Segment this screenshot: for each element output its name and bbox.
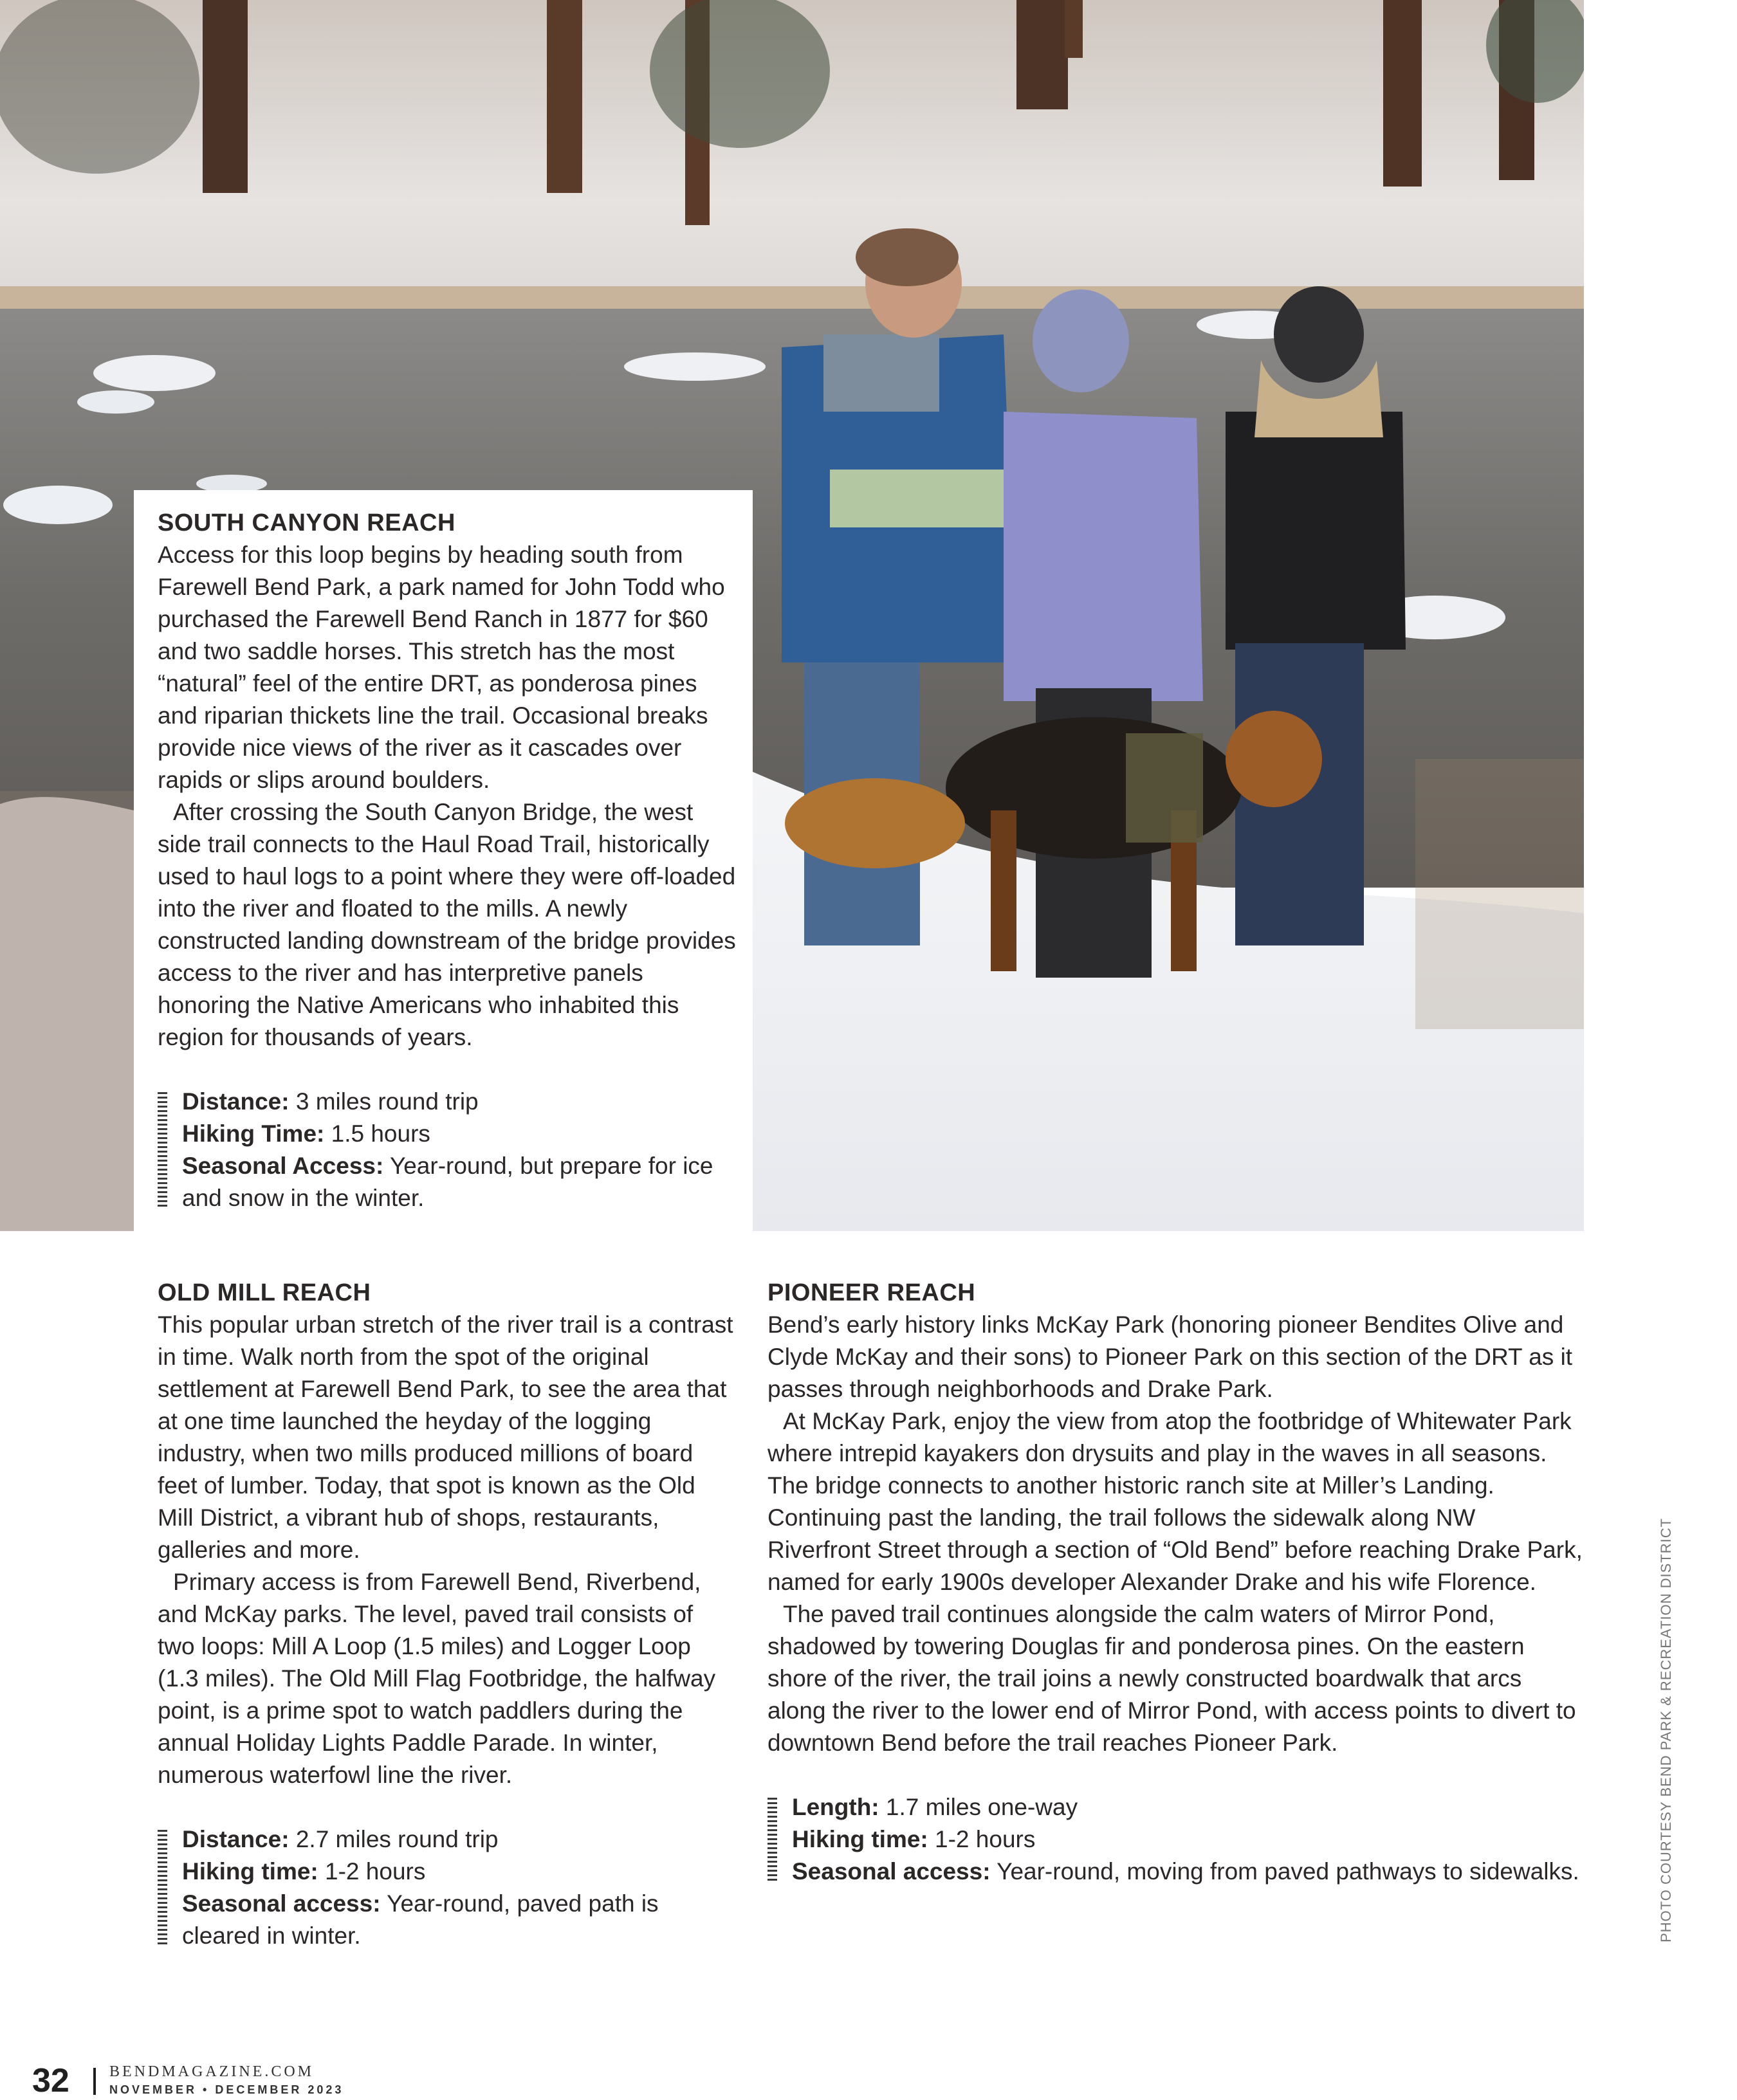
section-heading: SOUTH CANYON REACH xyxy=(158,509,455,536)
magazine-issue: NOVEMBER • DECEMBER 2023 xyxy=(109,2083,344,2096)
paragraph: Primary access is from Farewell Bend, Riverbend, and McKay parks. The level, paved trail consists of two loops: Mill A Loop (1.5 miles) and Logger Loop (1.3 miles). The Old Mill Flag Footbridge, the halfway point, is a prime spot to watch paddlers during the annual Holiday Lights Paddle Parade. In winter, numerous waterfowl line the river. xyxy=(158,1569,716,1788)
trail-facts xyxy=(158,1823,737,1952)
fact-hiking-time: Hiking Time: 1.5 hours xyxy=(182,1120,430,1147)
fact-hiking-time: Hiking time: 1-2 hours xyxy=(792,1826,1036,1852)
magazine-site: BENDMAGAZINE.COM xyxy=(109,2063,314,2080)
paragraph: At McKay Park, enjoy the view from atop the footbridge of Whitewater Park where intrepid kayakers don drysuits and play in the waves in all seasons. The bridge connects to another historic ranch site at Miller’s Landing. Continuing past the landing, the trail follows the sidewalk along NW Riverfront Street through a section of “Old Bend” before reaching Drake Park, named for early 1900s developer Alexander Drake and his wife Florence. xyxy=(767,1408,1583,1595)
fact-hiking-time: Hiking time: 1-2 hours xyxy=(182,1858,426,1885)
page-number: 32 xyxy=(32,2062,69,2099)
old-mill-section xyxy=(158,1277,737,1952)
paragraph: Bend’s early history links McKay Park (honoring pioneer Bendites Olive and Clyde McKay and their sons) to Pioneer Park on this section of the DRT as it passes through neighborhoods and Drake Park. xyxy=(767,1311,1573,1402)
south-canyon-section xyxy=(158,507,740,1214)
fact-distance: Distance: 2.7 miles round trip xyxy=(182,1826,499,1852)
paragraph: Access for this loop begins by heading south from Farewell Bend Park, a park named for John Todd who purchased the Farewell Bend Ranch in 1877 for $60 and two saddle horses. This stretch has the most “natural” feel of the entire DRT, as ponderosa pines and riparian thickets line the trail. Occasional breaks provide nice views of the river as it cascades over rapids or slips around boulders. xyxy=(158,542,725,793)
section-heading: PIONEER REACH xyxy=(767,1279,976,1306)
fact-seasonal-access: Seasonal Access: Year-round, but prepare for ice and snow in the winter. xyxy=(182,1153,713,1211)
paragraph: After crossing the South Canyon Bridge, the west side trail connects to the Haul Road Trail, historically used to haul logs to a point where they were off-loaded into the river and floated to the mills. A newly constructed landing downstream of the bridge provides access to the river and has interpretive panels honoring the Native Americans who inhabited this region for thousands of years. xyxy=(158,799,736,1050)
photo-credit: PHOTO COURTESY BEND PARK & RECREATION DISTRICT xyxy=(1658,1517,1674,1942)
paragraph: The paved trail continues alongside the calm waters of Mirror Pond, shadowed by towering Douglas fir and ponderosa pines. On the eastern shore of the river, the trail joins a newly constructed boardwalk that arcs along the river to the lower end of Mirror Pond, with access points to divert to downtown Bend before the trail reaches Pioneer Park. xyxy=(767,1601,1576,1756)
fact-length: Length: 1.7 miles one-way xyxy=(792,1794,1078,1820)
trail-facts xyxy=(158,1086,740,1214)
fact-seasonal-access: Seasonal access: Year-round, moving from paved pathways to sidewalks. xyxy=(792,1858,1579,1885)
section-heading: OLD MILL REACH xyxy=(158,1279,371,1306)
fact-distance: Distance: 3 miles round trip xyxy=(182,1088,479,1115)
trail-facts xyxy=(767,1791,1585,1888)
fact-seasonal-access: Seasonal access: Year-round, paved path is cleared in winter. xyxy=(182,1890,659,1949)
footer-divider xyxy=(93,2068,96,2095)
paragraph: This popular urban stretch of the river trail is a contrast in time. Walk north from the spot of the original settlement at Farewell Bend Park, to see the area that at one time launched the heyday of the logging industry, when two mills produced millions of board feet of lumber. Today, that spot is known as the Old Mill District, a vibrant hub of shops, restaurants, galleries and more. xyxy=(158,1311,733,1563)
pioneer-section xyxy=(767,1277,1585,1888)
